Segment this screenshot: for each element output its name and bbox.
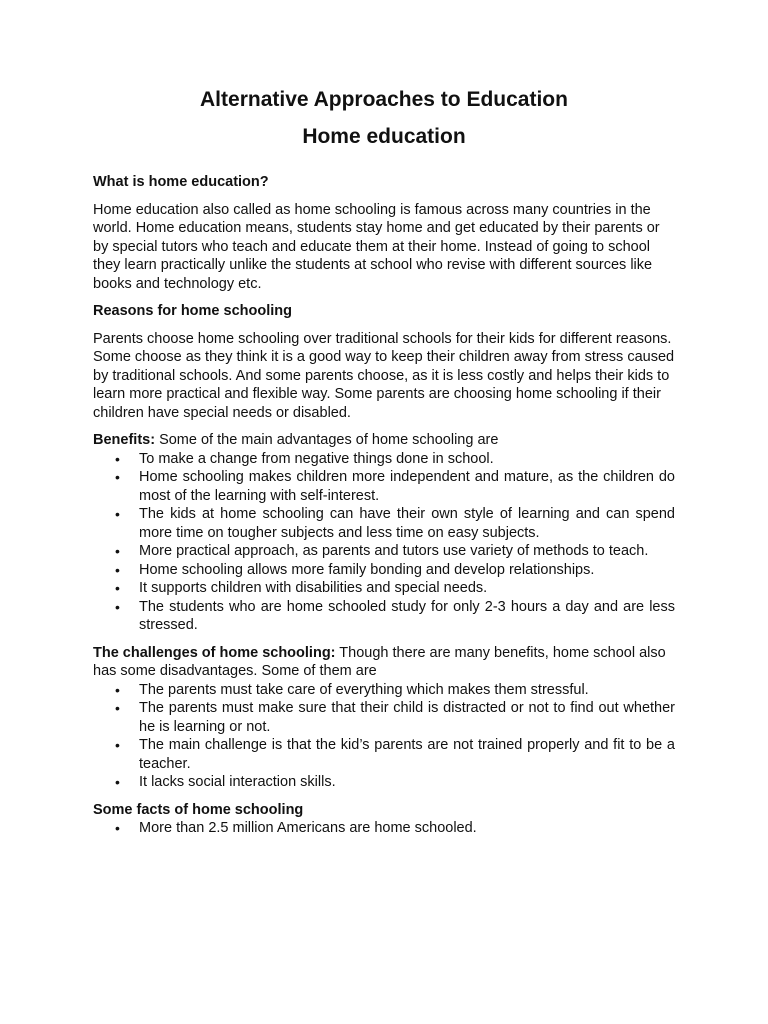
- bullet-icon: •: [115, 469, 120, 485]
- bullet-icon: •: [115, 681, 120, 698]
- list-item: • It lacks social interaction skills.: [115, 774, 336, 790]
- challenges-list: [93, 681, 675, 792]
- challenges-label: The challenges of home schooling:: [93, 644, 336, 661]
- list-item: • The parents must make sure that their child is distracted or not to find out whether he is learning or not.: [115, 700, 675, 735]
- list-item: • Home schooling makes children more independent and mature, as the children do most of the learning with self-interest.: [115, 469, 675, 504]
- section-body-what: Home education also called as home schooling is famous across many countries in the world. Home education means, students stay home and get educated by their parents or by special tutors who teach and educate them at their home. Instead of going to school they learn practically unlike the students at school who revise with different sources like books and technology etc.: [93, 201, 660, 292]
- list-item: • The parents must take care of everything which makes them stressful.: [115, 681, 589, 698]
- document-subtitle: Home education: [302, 125, 466, 148]
- section-body-reasons: Parents choose home schooling over traditional schools for their kids for different reasons. Some choose as they think it is a good way to keep their children away from stress caused by traditional schools. And some parents choose, as it is less costly and helps their kids to learn more practical and flexible way. Some parents are choosing home schooling if their children have special needs or disabled.: [93, 330, 675, 421]
- list-item: • It supports children with disabilities and special needs.: [115, 580, 488, 596]
- list-item: • Home schooling allows more family bonding and develop relationships.: [115, 561, 595, 578]
- section-heading-what: What is home education?: [93, 174, 269, 190]
- list-item: • The kids at home schooling can have their own style of learning and can spend more time on tougher subjects and less time on easy subjects.: [115, 506, 675, 541]
- challenges-intro: [93, 644, 675, 681]
- benefits-label: Benefits:: [93, 432, 156, 448]
- list-item: • The main challenge is that the kid’s parents are not trained properly and fit to be a teacher.: [115, 737, 675, 772]
- bullet-icon: •: [115, 820, 120, 836]
- facts-list: [93, 819, 675, 838]
- bullet-icon: •: [115, 580, 120, 596]
- list-item: • The students who are home schooled study for only 2-3 hours a day and are less stressed.: [115, 598, 675, 633]
- benefits-intro-text: Some of the main advantages of home schooling are: [155, 432, 499, 448]
- document-title: Alternative Approaches to Education: [200, 88, 568, 111]
- section-heading-facts: Some facts of home schooling: [93, 801, 304, 818]
- benefits-intro: [93, 431, 675, 450]
- list-item: • More practical approach, as parents and tutors use variety of methods to teach.: [115, 543, 649, 559]
- bullet-icon: •: [115, 737, 120, 753]
- bullet-icon: •: [115, 774, 120, 790]
- bullet-icon: •: [115, 700, 120, 716]
- bullet-icon: •: [115, 598, 120, 615]
- section-heading-reasons: Reasons for home schooling: [93, 303, 292, 319]
- list-item: • More than 2.5 million Americans are home schooled.: [115, 820, 477, 836]
- bullet-icon: •: [115, 561, 120, 578]
- bullet-icon: •: [115, 450, 120, 467]
- bullet-icon: •: [115, 543, 120, 559]
- document-page: [93, 86, 675, 838]
- challenges-intro-text: Though there are many benefits, home school also has some disadvantages. Some of them are: [93, 644, 666, 679]
- list-item: • To make a change from negative things done in school.: [115, 450, 494, 467]
- benefits-list: [93, 450, 675, 635]
- bullet-icon: •: [115, 506, 120, 522]
